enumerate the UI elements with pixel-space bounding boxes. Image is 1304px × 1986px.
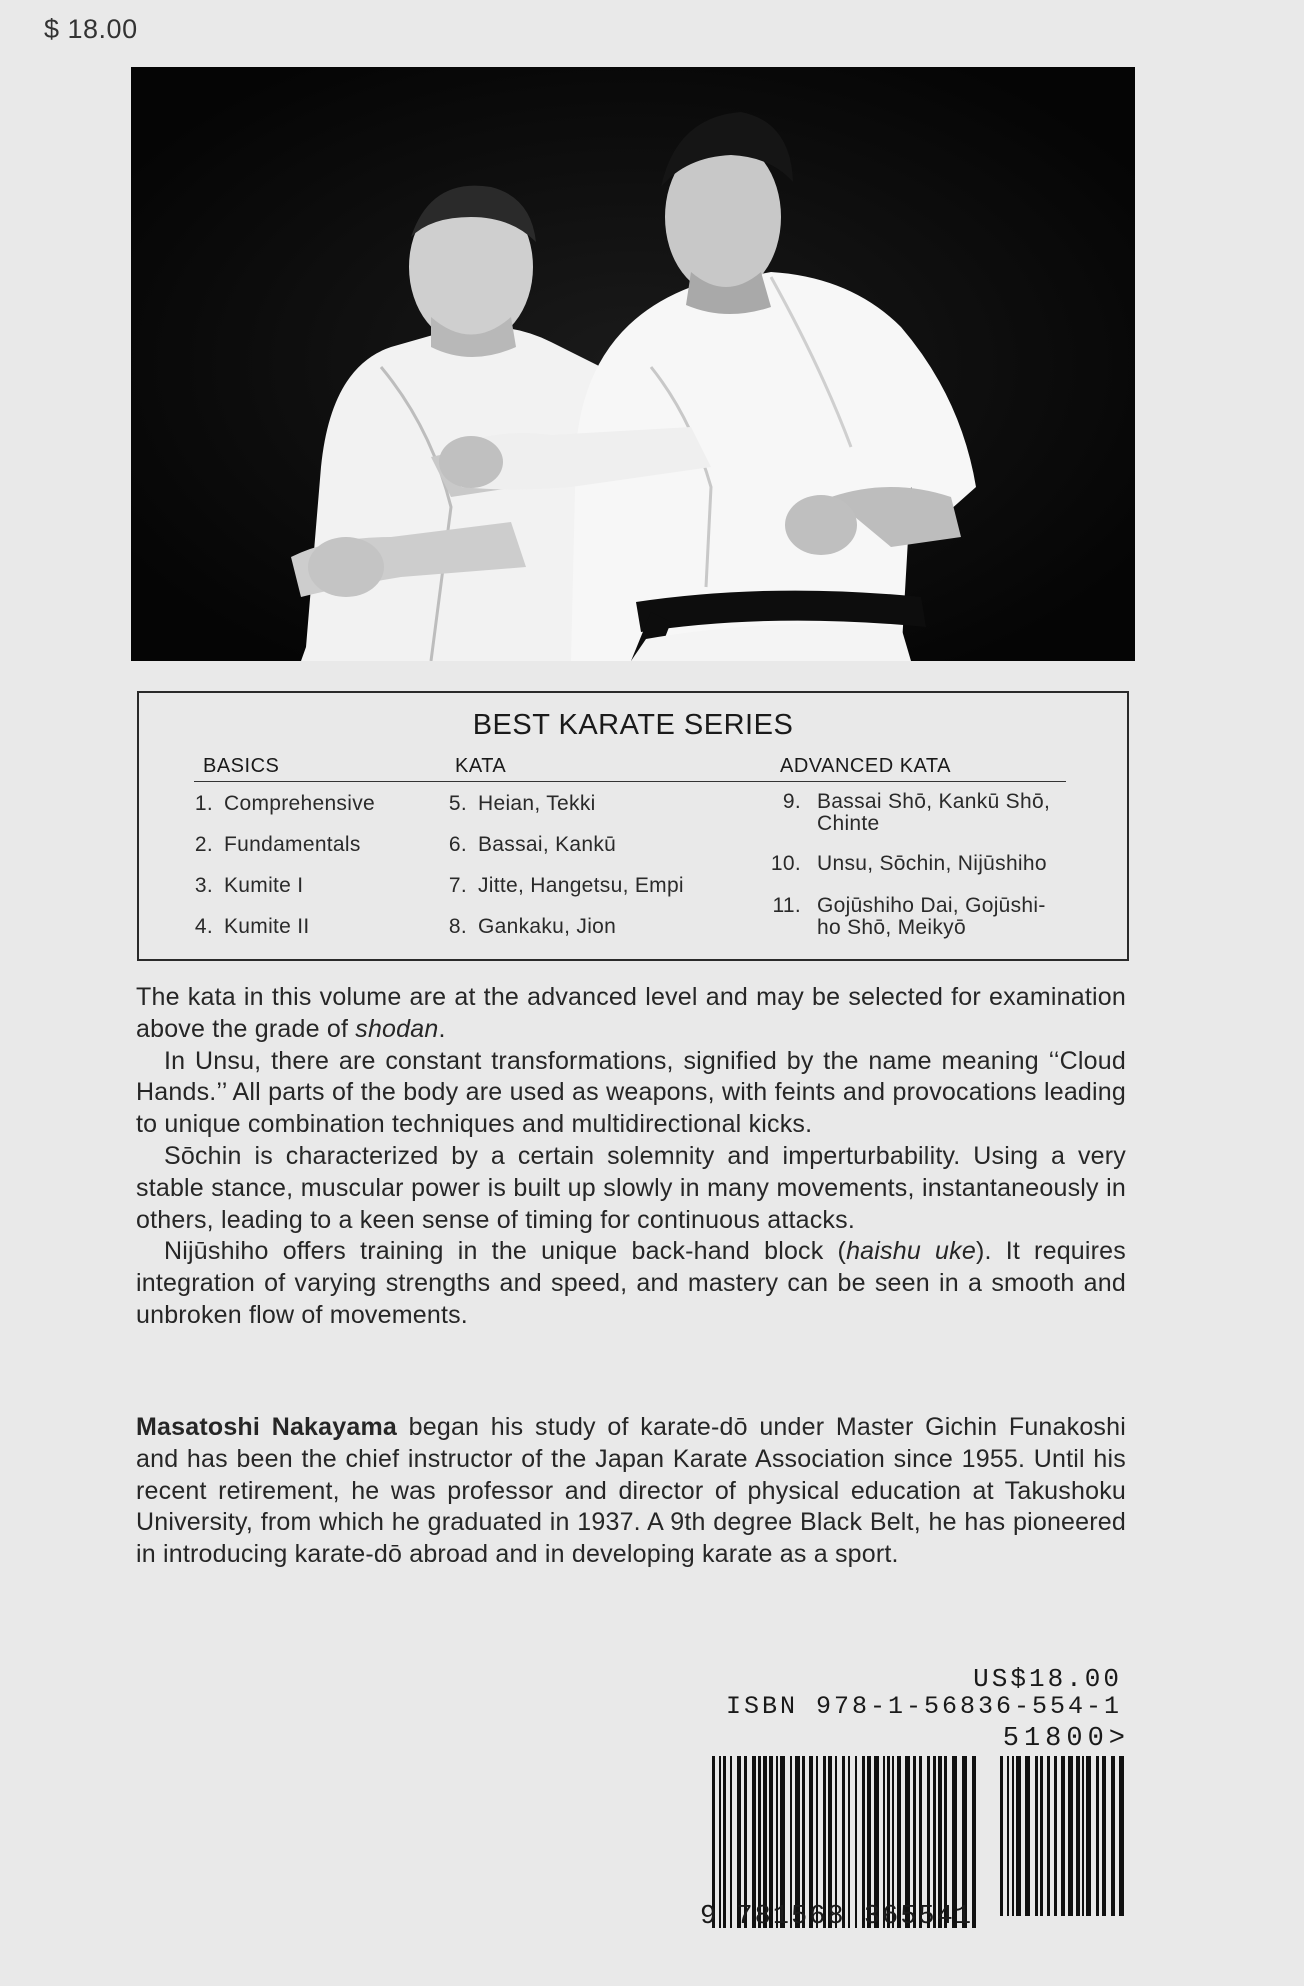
barcode-bar — [1096, 1756, 1099, 1916]
barcode-bar — [1102, 1756, 1106, 1916]
series-item: 11. Gojūshiho Dai, Gojūshi- ho Shō, Meikyō — [772, 894, 1046, 939]
isbn-number: ISBN 978-1-56836-554-1 — [725, 1692, 1122, 1721]
description-paragraph: Sōchin is characterized by a certain solemnity and imperturbability. Using a very stable stance, muscular power is built up slowly in many movements, instantaneously in others, leading to a keen sense of timing for continuous attacks. — [136, 1141, 1126, 1234]
best-karate-series-box — [137, 691, 1129, 961]
barcode-bar — [1007, 1756, 1009, 1916]
series-item: 3. Kumite I — [194, 874, 304, 897]
barcode-bar — [1054, 1756, 1057, 1916]
author-bio — [136, 1412, 1126, 1571]
barcode-bar — [1035, 1756, 1038, 1916]
description-text — [136, 982, 1126, 1332]
cover-price: $ 18.00 — [44, 14, 138, 44]
series-item: 1. Comprehensive — [194, 792, 375, 815]
cover-photo — [131, 67, 1135, 661]
col-heading-kata: KATA — [455, 755, 507, 777]
barcode-block — [700, 1664, 1170, 1984]
barcode-bar — [1025, 1756, 1030, 1916]
series-item: 5. Heian, Tekki — [448, 792, 596, 815]
barcode-bar — [1000, 1756, 1003, 1916]
barcode-bar — [1068, 1756, 1073, 1916]
barcode-digits: 9 781568 365541 — [700, 1902, 974, 1932]
barcode-bar — [1016, 1756, 1021, 1916]
series-item: 6. Bassai, Kankū — [448, 833, 617, 856]
description-paragraph: In Unsu, there are constant transformations, signified by the name meaning ‘‘Cloud Hands.’’ All parts of the body are used as weapons, with feints and provocations leading to unique combination techniques and multidirectional kicks. — [136, 1046, 1126, 1139]
author-name: Masatoshi Nakayama — [136, 1413, 397, 1441]
barcode-bar — [1061, 1756, 1065, 1916]
description-paragraph: The kata in this volume are at the advanced level and may be selected for examination above the grade of shodan. — [136, 983, 1126, 1043]
series-item: 8. Gankaku, Jion — [448, 915, 617, 938]
series-item: 9. Bassai Shō, Kankū Shō, Chinte — [782, 790, 1051, 835]
barcode-bar — [1111, 1756, 1115, 1916]
description-paragraph: Nijūshiho offers training in the unique back-hand block (haishu uke). It requires integration of varying strengths and speed, and mastery can be seen in a smooth and unbroken flow of movements. — [136, 1237, 1126, 1329]
barcode-bar — [1082, 1756, 1084, 1916]
col-heading-basics: BASICS — [203, 755, 280, 777]
barcode-addon-number: 51800> — [1002, 1724, 1130, 1754]
series-item: 2. Fundamentals — [194, 833, 361, 856]
barcode-bar — [1012, 1756, 1014, 1916]
author-bio-text: began his study of karate-dō under Master Gichin Funakoshi and has been the chief instructor of the Japan Karate Association since 1955. Until his recent retirement, he was professor and director of physical education at Takushoku University, from which he graduated in 1937. A 9th degree Black Belt, he has pioneered in introducing karate-dō abroad and in developing karate as a sport. — [136, 1413, 1126, 1569]
col-heading-advanced-kata: ADVANCED KATA — [780, 755, 951, 777]
series-item: 10. Unsu, Sōchin, Nijūshiho — [770, 852, 1047, 875]
barcode-bar — [1047, 1756, 1050, 1916]
series-item: 4. Kumite II — [194, 915, 310, 938]
barcode-bar — [1076, 1756, 1080, 1916]
barcode-bar — [1040, 1756, 1043, 1916]
heading-rule — [194, 781, 1066, 782]
series-item: 7. Jitte, Hangetsu, Empi — [448, 874, 684, 897]
barcode-bar — [1086, 1756, 1091, 1916]
series-title: BEST KARATE SERIES — [472, 709, 794, 741]
barcode-bar — [1119, 1756, 1124, 1916]
karate-photo-illustration — [131, 67, 1135, 661]
barcode-price: US$18.00 — [973, 1664, 1122, 1694]
